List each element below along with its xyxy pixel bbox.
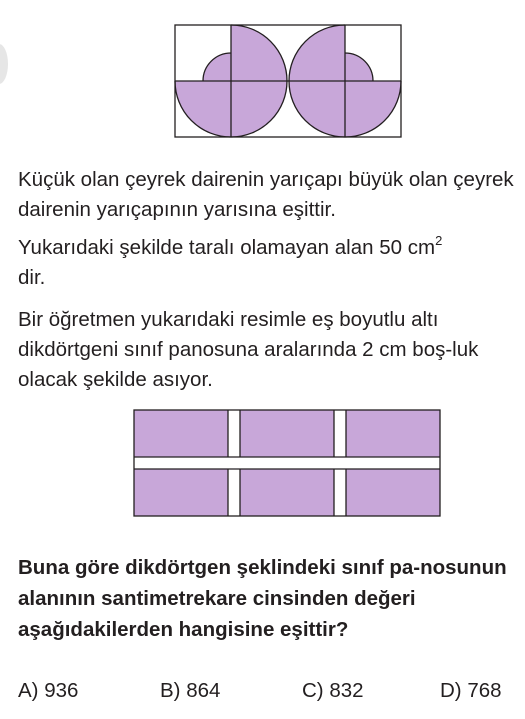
option-value: 936	[44, 679, 79, 702]
quarter-circle-figure	[174, 23, 402, 145]
statement-radius: Küçük olan çeyrek dairenin yarıçapı büyük olan çeyrek dairenin yarıçapının yarısına eşittir.	[18, 168, 514, 221]
option-letter: D)	[440, 679, 462, 702]
option-c[interactable]	[302, 679, 364, 703]
large-quarter-bottom-right	[231, 81, 287, 137]
board-figure	[133, 409, 441, 517]
page-edge-mark	[0, 44, 8, 84]
large-quarter-top-left	[289, 25, 345, 81]
board-rect-r2c2	[240, 469, 334, 516]
option-value: 832	[329, 679, 364, 702]
large-quarter-bottom-left	[289, 81, 345, 137]
area-text-end: dir.	[18, 266, 46, 289]
board-rect-r1c1	[134, 410, 228, 457]
large-quarter-top-right	[231, 25, 287, 81]
statement-board: Bir öğretmen yukarıdaki resimle eş boyutlu altı dikdörtgeni sınıf panosuna aralarında 2 cm boş-luk olacak şekilde asıyor.	[18, 308, 479, 391]
option-letter: A)	[18, 679, 39, 702]
option-letter: B)	[160, 679, 181, 702]
large-quarter-bottom-right	[345, 81, 401, 137]
area-text: Yukarıdaki şekilde taralı olamayan alan 50 cm	[18, 236, 436, 259]
statement-unshaded-area	[18, 233, 523, 293]
option-d[interactable]	[440, 679, 502, 703]
option-value: 864	[186, 679, 221, 702]
board-rect-r1c2	[240, 410, 334, 457]
option-a[interactable]	[18, 679, 78, 703]
question-text: Buna göre dikdörtgen şeklindeki sınıf pa-nosunun alanının santimetrekare cinsinden değeri aşağıdakilerden hangisine eşittir?	[18, 556, 507, 641]
option-b[interactable]	[160, 679, 220, 703]
large-quarter-bottom-left	[175, 81, 231, 137]
board-rect-r2c1	[134, 469, 228, 516]
option-letter: C)	[302, 679, 324, 702]
board-rect-r2c3	[346, 469, 440, 516]
board-rect-r1c3	[346, 410, 440, 457]
unit-exponent: 2	[435, 233, 443, 248]
option-value: 768	[467, 679, 502, 702]
